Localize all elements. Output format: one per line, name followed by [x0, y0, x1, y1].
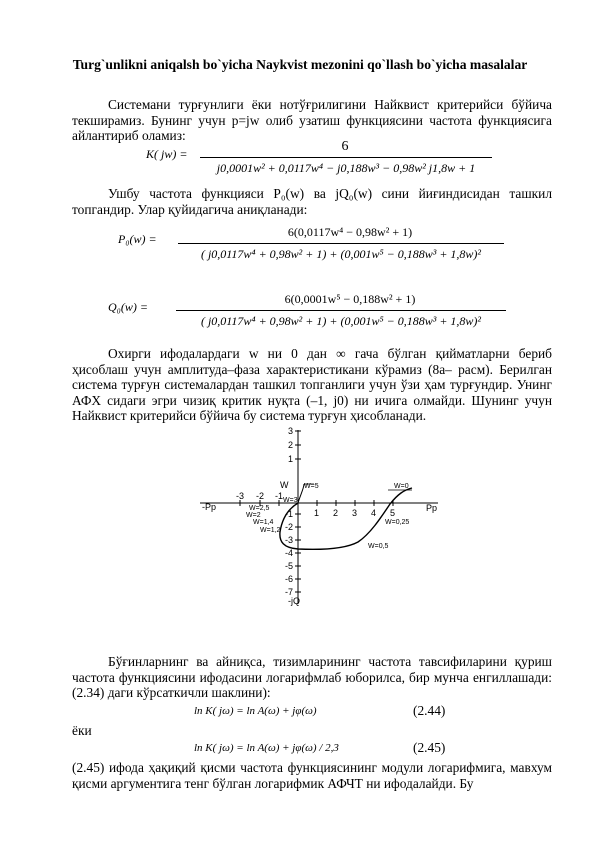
eq-q0-numerator: 6(0,0001w⁵ − 0,188w² + 1) [284, 292, 416, 306]
paragraph-5: (2.45) ифода ҳақиқий қисми частота функциясининг модули логарифмига, мавхум қисми аргументига тенг бўлган логарифмик АФЧТ ни ифодалайди. Бу [72, 760, 552, 791]
eq-p0-lhs: P₀(w) = [118, 232, 157, 246]
x-tick-label: 2 [333, 508, 339, 518]
eq-p0-numerator: 6(0,0117w⁴ − 0,98w² + 1) [287, 225, 413, 239]
eq-k-lhs: K( jw) = [146, 147, 188, 161]
annotation-w0: W=0 [394, 483, 409, 490]
annotation-w5: W=5 [304, 483, 319, 490]
y-tick-label: -3 [284, 535, 293, 545]
y-tick-label: -6 [284, 574, 293, 584]
y-tick-label: -5 [284, 561, 293, 571]
x-tick-label: -2 [256, 491, 265, 501]
annotation-w3: W=3 [283, 497, 298, 504]
eq-244-formula: ln K( jω) = ln A(ω) + jφ(ω) [194, 705, 317, 717]
x-tick-label: 4 [371, 508, 377, 518]
y-tick-label: 1 [287, 454, 293, 464]
paragraph-3: Охирги ифодалардаги w ни 0 дан ∞ гача бўлган қийматларни бериб ҳисоблаш учун амплитуда–фаза характеристикани кўрамиз (8а– расм). Берилган система турғун системалардан ташкил топганлиги учун ўзи ҳам турғундир. Унинг АФХ сидаги эгри чизиқ критик нуқта (–1, j0) ни ичига олмайди. Шунинг учун Найквист критерийси бўйича бу система турғун ҳисобланади. [72, 346, 552, 424]
page-title: Turg`unlikni aniqalsh bo`yicha Naykvist mezonini qo`llash bo`yicha masalalar [72, 57, 528, 72]
paragraph-4: Бўғинларнинг ва айниқса, тизимларининг частота тавсифиларини қуриш частота функциясини ифодасини логарифмлаб юборилса, бир мунча енгиллашади: (2.34) даги кўрсаткичли шаклини): [72, 654, 552, 701]
x-left-label: -Pp [202, 502, 217, 512]
annotation-w1-2: W=1,2 [260, 527, 281, 534]
y-tick-label: -1 [284, 509, 293, 519]
eq-k-denominator: j0,0001w² + 0,0117w⁴ − j0,188w³ − 0,98w² j1,8w + 1 [216, 161, 476, 175]
word-yoki: ёки [72, 723, 92, 738]
x-right-label: Pp [426, 503, 438, 513]
eq-k-numerator: 6 [341, 139, 349, 154]
eq-245-formula: ln K( jω) = ln A(ω) + jφ(ω) / 2,3 [194, 742, 339, 754]
eq-244-number: (2.44) [413, 703, 446, 718]
x-tick-label: 3 [352, 508, 358, 518]
nyquist-figure [180, 424, 450, 624]
y-axis-label: -jQ [288, 596, 300, 606]
eq-q0-lhs: Q₀(w) = [108, 300, 148, 314]
y-tick-label: -4 [284, 548, 293, 558]
x-tick-label: -1 [275, 491, 284, 501]
y-tick-label: 2 [287, 440, 293, 450]
paragraph-2: Ушбу частота функцияси P₀(w) ва jQ₀(w) сини йиғиндисидан ташкил топгандир. Улар қуйидагича аниқланади: [72, 186, 552, 217]
y-tick-label: -7 [284, 587, 293, 597]
eq-q0-bar [176, 310, 506, 311]
y-tick-label: 3 [287, 426, 293, 436]
paragraph-1: Системани турғунлиги ёки нотўғрилигини Найквист критерийси бўйича текширамиз. Бунинг учун p=jw олиб узатиш функциясини частота функциясига айлантириб оламиз: [72, 97, 552, 144]
eq-p0-bar [178, 243, 504, 244]
w-label: W [280, 480, 289, 490]
x-tick-label: 5 [390, 508, 396, 518]
annotation-w2: W=2 [246, 512, 261, 519]
x-tick-label: -3 [236, 491, 245, 501]
annotation-w2-5: W=2,5 [249, 505, 270, 512]
eq-245-number: (2.45) [413, 740, 446, 755]
eq-p0-denominator: ( j0,0117w⁴ + 0,98w² + 1) + (0,001w⁵ − 0,188w³ + 1,8w)² [200, 247, 482, 261]
eq-k-bar [200, 157, 492, 158]
annotation-w0-5: W=0,5 [368, 543, 389, 550]
eq-q0-denominator: ( j0,0117w⁴ + 0,98w² + 1) + (0,001w⁵ − 0,188w³ + 1,8w)² [200, 314, 482, 328]
annotation-w1-4: W=1,4 [253, 519, 274, 526]
annotation-w0-25: W=0,25 [385, 519, 410, 526]
x-tick-label: 1 [314, 508, 320, 518]
y-tick-label: -2 [284, 522, 293, 532]
